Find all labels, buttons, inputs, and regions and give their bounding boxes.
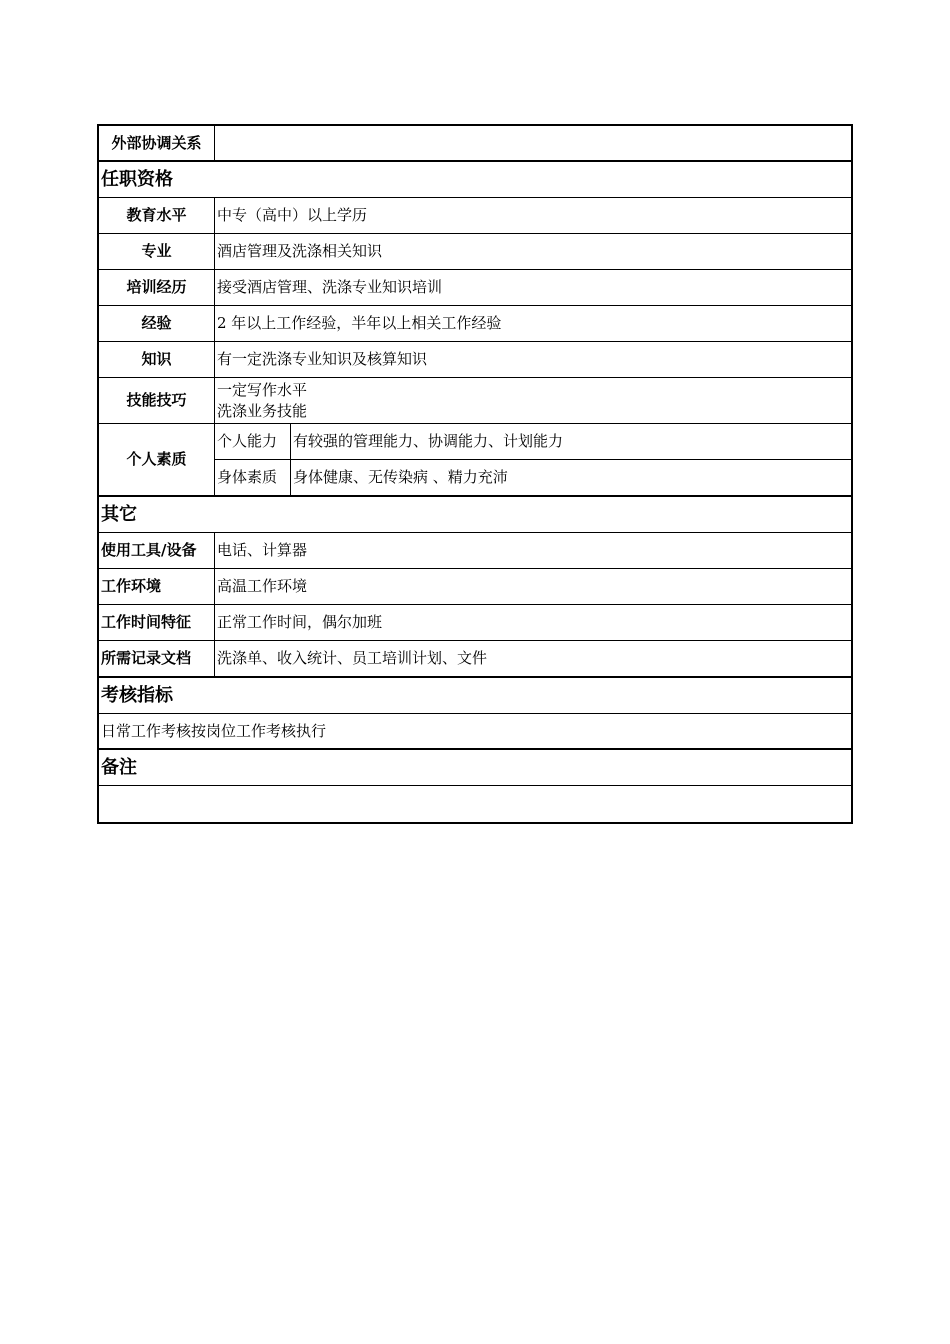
job-description-table — [97, 124, 853, 824]
skills-row — [99, 378, 851, 424]
remarks-value — [99, 786, 851, 822]
hours-label: 工作时间特征 — [99, 605, 215, 640]
remarks-title: 备注 — [101, 757, 137, 778]
skills-line-1: 一定写作水平 — [217, 380, 308, 399]
qualifications-title: 任职资格 — [101, 169, 173, 190]
personal-quality-label: 个人素质 — [99, 424, 215, 495]
experience-label: 经验 — [99, 306, 215, 341]
experience-value: 2 年以上工作经验，半年以上相关工作经验 — [217, 314, 502, 332]
records-label: 所需记录文档 — [99, 641, 215, 676]
hours-row — [99, 605, 851, 641]
personal-ability-row — [215, 424, 851, 460]
tools-row — [99, 533, 851, 569]
environment-label: 工作环境 — [99, 569, 215, 604]
training-value: 接受酒店管理、洗涤专业知识培训 — [217, 278, 443, 296]
records-row — [99, 641, 851, 678]
education-value: 中专（高中）以上学历 — [217, 206, 368, 224]
training-row — [99, 270, 851, 306]
personal-ability-label: 个人能力 — [215, 424, 291, 459]
physical-quality-label: 身体素质 — [215, 460, 291, 496]
environment-row — [99, 569, 851, 605]
assessment-value: 日常工作考核按岗位工作考核执行 — [101, 721, 327, 740]
personal-quality-row — [99, 424, 851, 497]
knowledge-value: 有一定洗涤专业知识及核算知识 — [217, 350, 428, 368]
personal-quality-group — [215, 424, 851, 495]
hours-value: 正常工作时间，偶尔加班 — [217, 613, 383, 631]
tools-value: 电话、计算器 — [217, 541, 308, 559]
major-value: 酒店管理及洗涤相关知识 — [217, 242, 383, 260]
tools-label: 使用工具/设备 — [99, 533, 215, 568]
knowledge-row — [99, 342, 851, 378]
education-row — [99, 198, 851, 234]
environment-value: 高温工作环境 — [217, 577, 308, 595]
external-coordination-label: 外部协调关系 — [99, 126, 215, 160]
skills-label: 技能技巧 — [99, 378, 215, 423]
major-label: 专业 — [99, 234, 215, 269]
external-coordination-value — [215, 126, 851, 160]
records-value: 洗涤单、收入统计、员工培训计划、文件 — [217, 649, 488, 667]
personal-ability-value: 有较强的管理能力、协调能力、计划能力 — [293, 431, 564, 450]
other-header-row — [99, 497, 851, 533]
external-coordination-row — [99, 126, 851, 162]
physical-quality-row — [215, 460, 851, 496]
major-row — [99, 234, 851, 270]
physical-quality-value: 身体健康、无传染病 、精力充沛 — [293, 467, 508, 486]
knowledge-label: 知识 — [99, 342, 215, 377]
assessment-row — [99, 714, 851, 750]
education-label: 教育水平 — [99, 198, 215, 233]
assessment-header-row — [99, 678, 851, 714]
experience-row — [99, 306, 851, 342]
remarks-row — [99, 786, 851, 822]
skills-value — [215, 378, 851, 423]
qualifications-header-row — [99, 162, 851, 198]
training-label: 培训经历 — [99, 270, 215, 305]
other-title: 其它 — [101, 504, 137, 525]
skills-line-2: 洗涤业务技能 — [217, 401, 308, 420]
remarks-header-row — [99, 750, 851, 786]
assessment-title: 考核指标 — [101, 685, 173, 706]
